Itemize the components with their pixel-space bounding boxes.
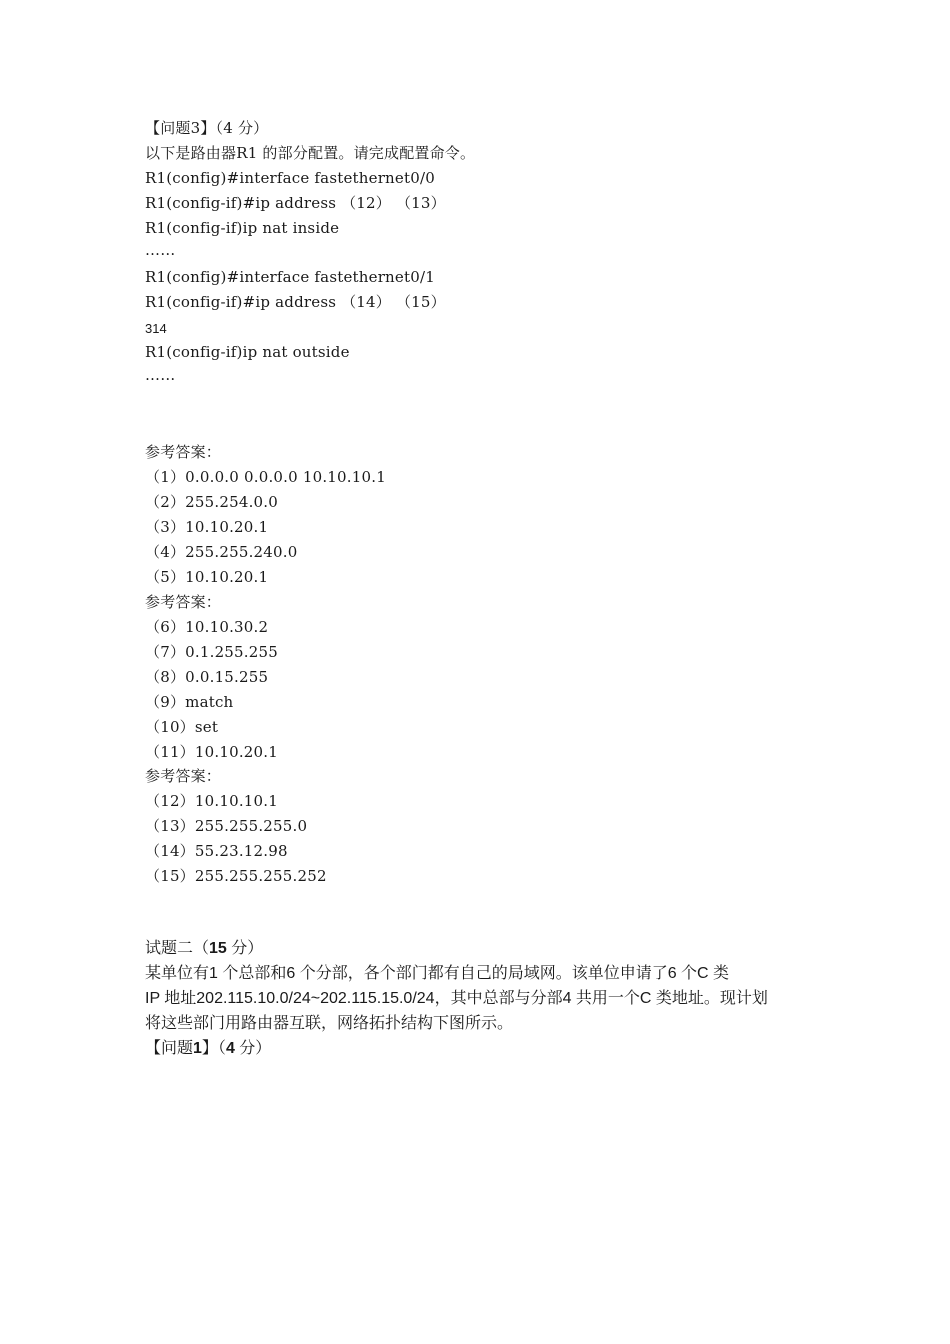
answer-item: （9）match bbox=[145, 693, 234, 711]
answers-title: 参考答案： bbox=[145, 767, 222, 785]
config-line: R1(config-if)ip nat outside bbox=[145, 343, 350, 361]
exam2-paragraph-line: 某单位有1 个总部和6 个分部，各个部门都有自己的局域网。该单位申请了6 个C 类 bbox=[145, 965, 730, 982]
answer-item: （14）55.23.12.98 bbox=[145, 842, 288, 860]
question1-mid: 】（ bbox=[201, 1040, 226, 1057]
answer-item: （3）10.10.20.1 bbox=[145, 518, 269, 536]
ellipsis: …… bbox=[145, 241, 176, 259]
config-line: R1(config-if)#ip address （12） （13） bbox=[145, 194, 446, 212]
answer-item: （13）255.255.255.0 bbox=[145, 817, 308, 835]
config-line: R1(config-if)#ip address （14） （15） bbox=[145, 293, 446, 311]
question1-prefix: 【问题 bbox=[145, 1040, 194, 1057]
ellipsis: …… bbox=[145, 366, 176, 384]
config-line: R1(config-if)ip nat inside bbox=[145, 219, 340, 237]
answer-item: （8）0.0.15.255 bbox=[145, 668, 269, 686]
answer-item: （1）0.0.0.0 0.0.0.0 10.10.10.1 bbox=[145, 468, 386, 486]
question1-number: 1 bbox=[193, 1040, 202, 1057]
answer-item: （4）255.255.240.0 bbox=[145, 543, 298, 561]
config-line: R1(config)#interface fastethernet0/1 bbox=[145, 268, 435, 286]
problem3-heading: 【问题3】（4 分） bbox=[145, 119, 269, 137]
answer-item: （7）0.1.255.255 bbox=[145, 643, 278, 661]
answer-item: （6）10.10.30.2 bbox=[145, 618, 269, 636]
answers-title: 参考答案： bbox=[145, 593, 222, 611]
answer-item: （2）255.254.0.0 bbox=[145, 493, 278, 511]
exam2-paragraph-line: IP 地址202.115.10.0/24~202.115.15.0/24，其中总部与分部4 共用一个C 类地址。现计划 bbox=[145, 990, 768, 1007]
exam2-title bbox=[145, 939, 263, 959]
problem3-intro: 以下是路由器R1 的部分配置。请完成配置命令。 bbox=[145, 144, 476, 162]
answer-item: （11）10.10.20.1 bbox=[145, 743, 278, 761]
exam2-paragraph-line: 将这些部门用路由器互联，网络拓扑结构下图所示。 bbox=[145, 1015, 514, 1032]
exam2-title-prefix: 试题二（ bbox=[145, 940, 210, 957]
question1-points: 4 bbox=[225, 1040, 235, 1057]
question1-suffix: 分） bbox=[234, 1040, 272, 1057]
answer-item: （10）set bbox=[145, 718, 219, 736]
page-number: 314 bbox=[145, 321, 167, 336]
answer-item: （5）10.10.20.1 bbox=[145, 568, 269, 586]
answer-item: （15）255.255.255.252 bbox=[145, 867, 327, 885]
exam2-title-suffix: 分） bbox=[226, 940, 264, 957]
exam2-question1-heading bbox=[145, 1039, 271, 1059]
answers-title: 参考答案： bbox=[145, 443, 222, 461]
config-line: R1(config)#interface fastethernet0/0 bbox=[145, 169, 435, 187]
answer-item: （12）10.10.10.1 bbox=[145, 792, 278, 810]
exam2-title-points: 15 bbox=[209, 940, 227, 957]
